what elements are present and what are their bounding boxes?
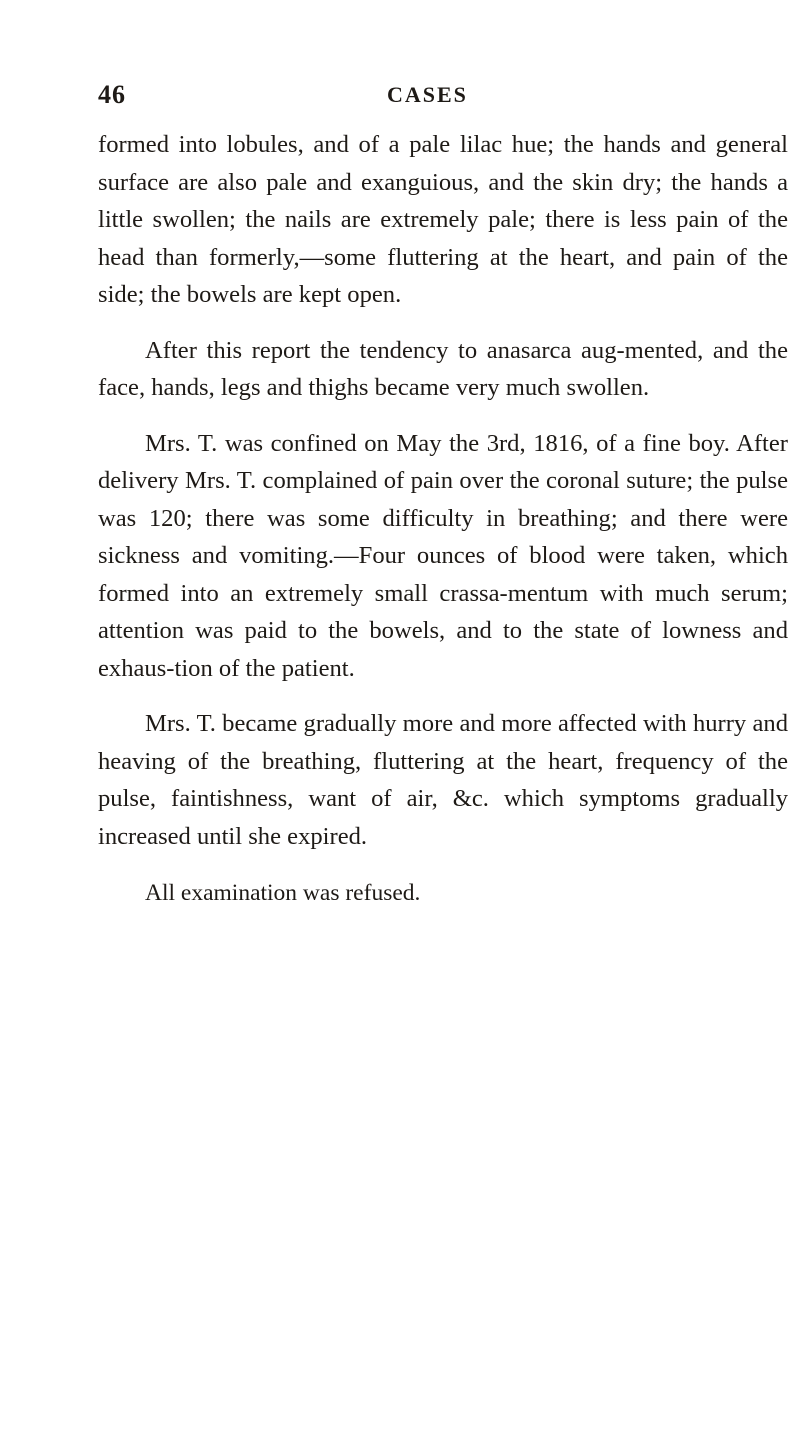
- section-title: CASES: [387, 82, 468, 107]
- paragraph-confinement: Mrs. T. was confined on May the 3rd, 1816, of a fine boy. After delivery Mrs. T. complained of pain over the coronal suture; the pulse was 120; there was some difficulty in breathing; and there were sickness and vomiting.—Four ounces of blood were taken, which formed into an extremely small crassa-mentum with much serum; attention was paid to the bowels, and to the state of lowness and exhaus-tion of the patient.: [98, 429, 788, 682]
- running-head: [98, 80, 788, 116]
- paragraph-anasarca: After this report the tendency to anasarca aug-mented, and the face, hands, legs and thighs became very much swollen.: [98, 336, 788, 401]
- page-number: 46: [98, 80, 126, 109]
- paragraph-examination: All examination was refused.: [145, 880, 421, 906]
- paragraph-continuation: formed into lobules, and of a pale lilac hue; the hands and general surface are also pale and exanguious, and the skin dry; the hands a little swollen; the nails are extremely pale; there is less pain of the head than formerly,—some fluttering at the heart, and pain of the side; the bowels are kept open.: [98, 131, 788, 308]
- body-text: [98, 126, 788, 913]
- paragraph-decline: Mrs. T. became gradually more and more affected with hurry and heaving of the breathing, fluttering at the heart, frequency of the pulse, faintishness, want of air, &c. which symptoms gradually increased until she expired.: [98, 710, 788, 850]
